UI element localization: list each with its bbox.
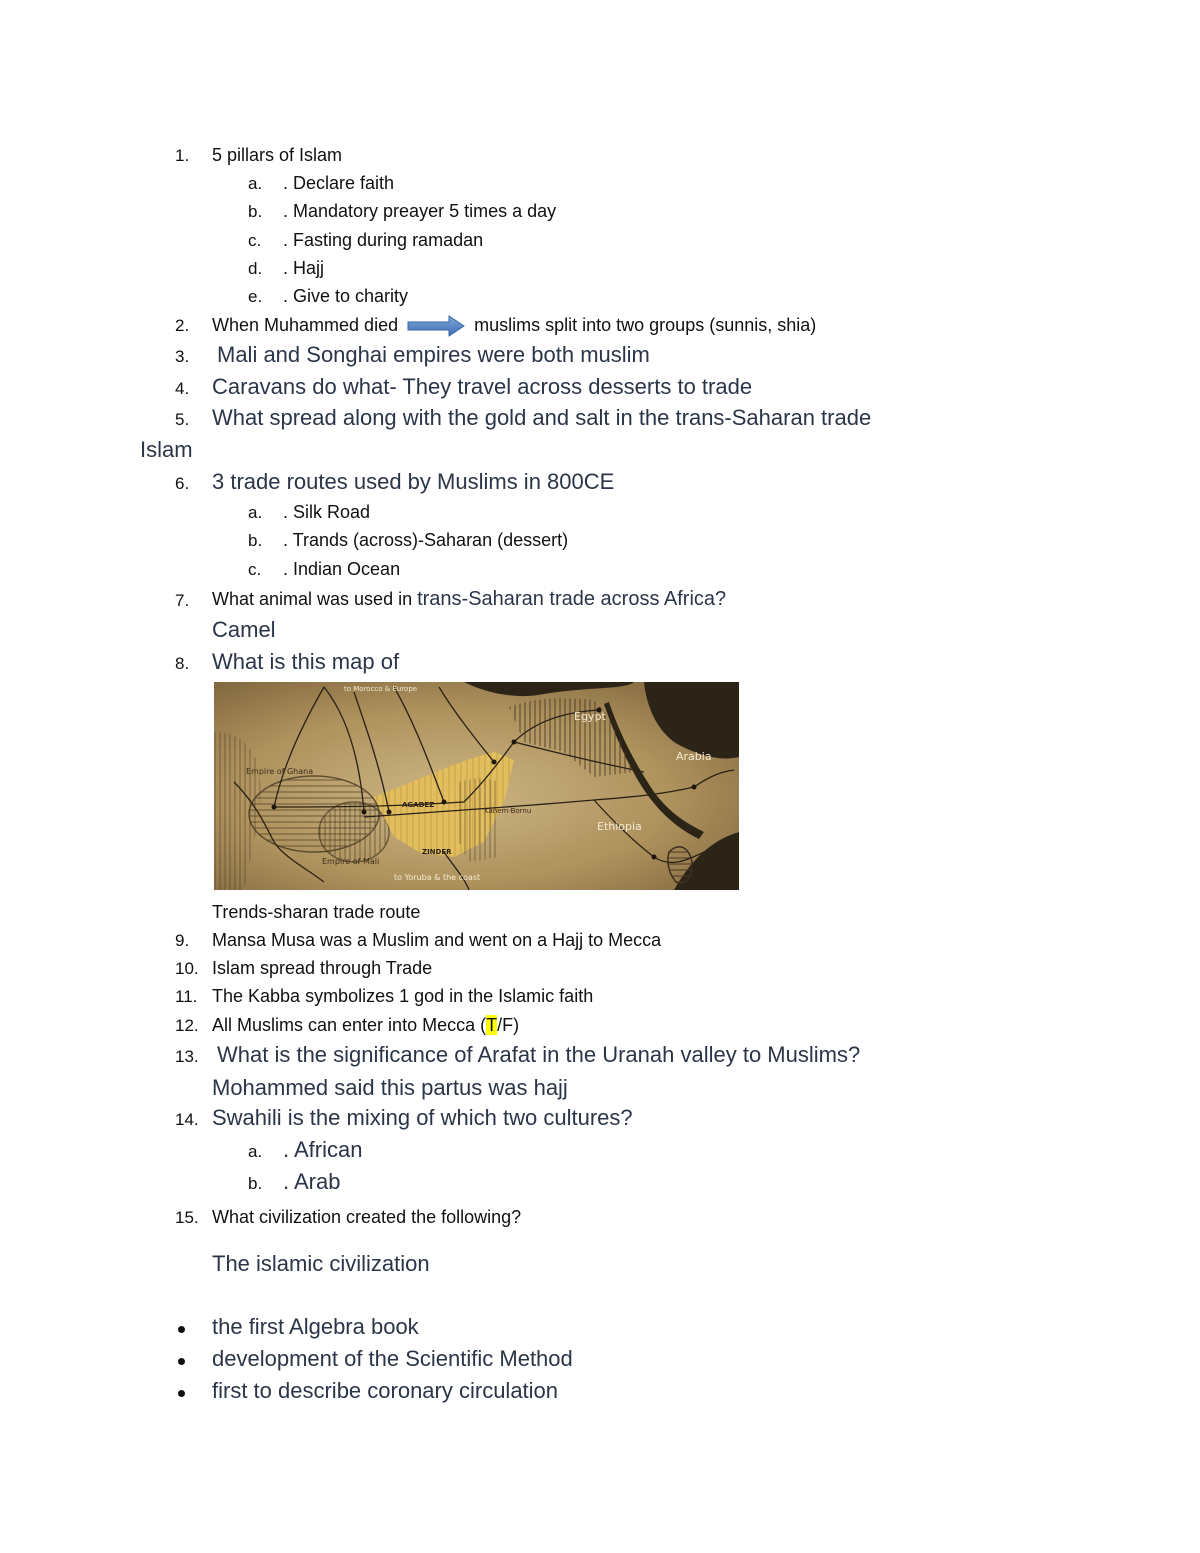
q1-item-e: . Give to charity [283,286,409,306]
q9-text: Mansa Musa was a Muslim and went on a Hajj to Mecca [212,930,662,950]
q7-text-small: What animal was used in [212,589,418,609]
q6-item-b: . Trands (across)-Saharan (dessert) [283,530,569,550]
q4-number: 4. [175,379,190,398]
q12-number: 12. [175,1016,199,1035]
q1-item-a-label: a. [248,174,263,193]
q5-number: 5. [175,410,190,429]
map-label-ethiopia: Ethiopia [597,820,642,833]
q1-item-d-label: d. [248,259,263,278]
q13-answer: Mohammed said this partus was hajj [212,1075,568,1100]
q3-text: Mali and Songhai empires were both muslim [217,342,650,367]
q12-line [212,1015,519,1036]
q9-number: 9. [175,931,190,950]
q15-number: 15. [175,1208,199,1227]
q14-text: Swahili is the mixing of which two cultures? [212,1105,633,1130]
q6-item-c-label: c. [248,560,262,579]
q7-text-large: trans-Saharan trade across Africa? [417,588,727,610]
q7-number: 7. [175,591,190,610]
right-arrow-icon [407,315,465,337]
map-label-kanem: Kanem-Bornu [484,807,532,815]
q6-text: 3 trade routes used by Muslims in 800CE [212,469,615,494]
q12-highlight: T [486,1015,498,1035]
q1-item-e-label: e. [248,287,263,306]
q11-text: The Kabba symbolizes 1 god in the Islamic faith [212,986,594,1006]
q14-item-b-label: b. [248,1174,263,1193]
map-label-egypt: Egypt [574,710,606,723]
map-label-ghana: Empire of Ghana [246,767,314,776]
bullet-dot [178,1326,185,1333]
q8-number: 8. [175,654,190,673]
q2-number: 2. [175,316,190,335]
q2-before: When Muhammed died [212,315,399,335]
q5-answer: Islam [140,437,193,462]
q1-item-c: . Fasting during ramadan [283,230,484,250]
map-label-agadez: AGADEZ [402,801,435,809]
q3-number: 3. [175,347,190,366]
map-label-coast: to Yoruba & the coast [394,873,481,882]
q1-item-b: . Mandatory preayer 5 times a day [283,201,557,221]
q2-line [212,315,816,337]
q1-item-a: . Declare faith [283,173,395,193]
q1-text: 5 pillars of Islam [212,145,343,165]
map-label-arabia: Arabia [676,750,712,763]
q7-answer: Camel [212,617,276,642]
q14-item-a: . African [283,1137,363,1162]
q6-item-b-label: b. [248,531,263,550]
q14-number: 14. [175,1110,199,1129]
q12-after: /F) [497,1015,520,1035]
q1-item-c-label: c. [248,231,262,250]
q11-number: 11. [175,987,198,1006]
q15-bullet-2: development of the Scientific Method [212,1346,573,1371]
trade-route-map [214,682,739,890]
q13-number: 13. [175,1047,199,1066]
map-label-mali: Empire of Mali [322,857,380,866]
q10-number: 10. [175,959,199,978]
q1-item-b-label: b. [248,202,263,221]
q8-text: What is this map of [212,649,400,674]
q4-text: Caravans do what- They travel across desserts to trade [212,374,753,399]
bullet-dot [178,1390,185,1397]
q2-after: muslims split into two groups (sunnis, shia) [474,315,817,335]
q14-item-a-label: a. [248,1142,263,1161]
map-label-zinder: ZINDER [422,848,452,856]
q6-item-a: . Silk Road [283,502,371,522]
q1-number: 1. [175,146,190,165]
bullet-dot [178,1358,185,1365]
q13-text: What is the significance of Arafat in the Uranah valley to Muslims? [217,1042,861,1067]
q10-text: Islam spread through Trade [212,958,433,978]
q15-bullet-1: the first Algebra book [212,1314,419,1339]
q15-answer: The islamic civilization [212,1251,430,1276]
q15-bullet-3: first to describe coronary circulation [212,1378,559,1403]
q15-text: What civilization created the following? [212,1207,522,1227]
q12-before: All Muslims can enter into Mecca ( [212,1015,487,1035]
q6-item-a-label: a. [248,503,263,522]
q6-item-c: . Indian Ocean [283,559,401,579]
map-label-morocco: to Morocco & Europe [344,685,418,693]
q5-text: What spread along with the gold and salt in the trans-Saharan trade [212,405,872,430]
q7-line [212,588,726,611]
q6-number: 6. [175,474,190,493]
q14-item-b: . Arab [283,1169,341,1194]
q1-item-d: . Hajj [283,258,325,278]
q8-answer: Trends-sharan trade route [212,902,421,922]
